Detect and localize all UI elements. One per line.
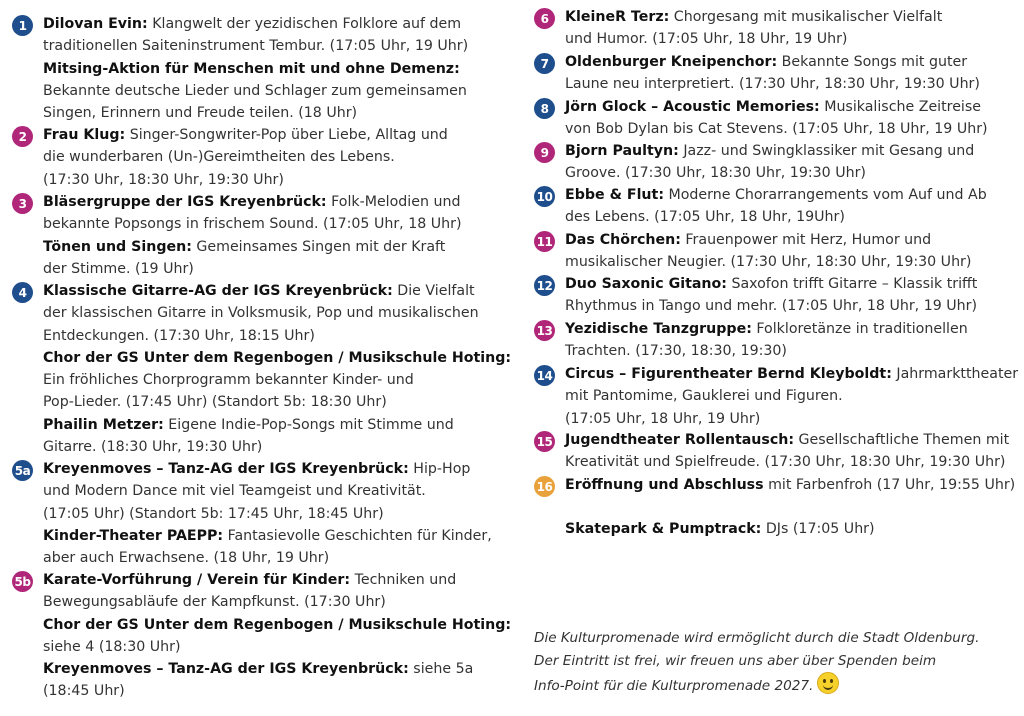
entry-text: Moderne Chorarrangements vom Auf und Ab (664, 187, 987, 203)
entry-text: Gitarre. (18:30 Uhr, 19:30 Uhr) (43, 439, 263, 456)
entry-title: Mitsing-Aktion für Menschen mit und ohne Demenz: (43, 60, 460, 77)
entry-text: musikalischer Neugier. (17:30 Uhr, 18:30 Uhr, 19:30 Uhr) (565, 254, 972, 271)
entry-text: mit Farbenfroh (17 Uhr, 19:55 Uhr) (763, 477, 1016, 493)
entry-text: Bewegungsabläufe der Kampfkunst. (17:30 Uhr) (43, 594, 386, 611)
entry-title: Jörn Glock – Acoustic Memories: (565, 99, 820, 115)
entry-text: Ein fröhliches Chorprogramm bekannter Kinder- und (43, 372, 414, 389)
entry-text: aber auch Erwachsene. (18 Uhr, 19 Uhr) (43, 550, 330, 567)
entry-title: Frau Klug: (43, 127, 126, 143)
number-badge: 11 (534, 231, 555, 252)
entry-text: (18:45 Uhr) (43, 683, 125, 700)
entry-text: siehe 4 (18:30 Uhr) (43, 638, 181, 655)
number-badge: 13 (534, 320, 555, 341)
entry-text: Chorgesang mit musikalischer Vielfalt (669, 9, 943, 25)
entry-text: Jahrmarkttheater (891, 366, 1019, 382)
sponsor-note-line: Die Kulturpromenade wird ermöglicht durch die Stadt Oldenburg. (534, 630, 980, 646)
entry-title: Skatepark & Pumptrack: (565, 521, 762, 537)
entry-text: Singen, Erinnern und Freude teilen. (18 Uhr) (43, 105, 358, 122)
entry-text: Gesellschaftliche Themen mit (794, 432, 1010, 448)
number-badge: 7 (534, 53, 555, 74)
entry-title: Chor der GS Unter dem Regenbogen / Musikschule Hoting: (43, 616, 512, 633)
entry-title: Chor der GS Unter dem Regenbogen / Musikschule Hoting: (43, 349, 512, 366)
entry-text: bekannte Popsongs in frischem Sound. (17:05 Uhr, 18 Uhr) (43, 216, 462, 233)
sponsor-note (534, 627, 1004, 698)
number-badge: 5a (12, 460, 33, 481)
entry-text: Folkloretänze in traditionellen (751, 321, 968, 337)
entry-text: Musikalische Zeitreise (819, 99, 981, 115)
entry-text: Folk-Melodien und (326, 194, 461, 210)
entry-title: Circus – Figurentheater Bernd Kleyboldt: (565, 366, 892, 382)
entry-title: Jugendtheater Rollentausch: (565, 432, 795, 448)
entry-title: Kreyenmoves – Tanz-AG der IGS Kreyenbrück: (43, 661, 409, 678)
entry-text: des Lebens. (17:05 Uhr, 18 Uhr, 19Uhr) (565, 209, 845, 226)
entry-title: Duo Saxonic Gitano: (565, 276, 727, 292)
number-badge: 16 (534, 476, 555, 497)
number-badge: 4 (12, 282, 33, 303)
entry-title: Das Chörchen: (565, 232, 681, 248)
entry-text: Bekannte Songs mit guter (777, 54, 968, 70)
entry-text: Groove. (17:30 Uhr, 18:30 Uhr, 19:30 Uhr) (565, 165, 866, 182)
entry-title: Dilovan Evin: (43, 16, 148, 32)
number-badge: 2 (12, 126, 33, 147)
number-badge: 15 (534, 431, 555, 452)
entry-text: Entdeckungen. (17:30 Uhr, 18:15 Uhr) (43, 327, 315, 344)
entry-text: Gemeinsames Singen mit der Kraft (191, 238, 446, 255)
entry-title: KleineR Terz: (565, 9, 670, 25)
number-badge: 1 (12, 15, 33, 36)
entry-text: Kreativität und Spielfreude. (17:30 Uhr, 18:30 Uhr, 19:30 Uhr) (565, 454, 1006, 471)
entry-text: Eigene Indie-Pop-Songs mit Stimme und (163, 416, 454, 433)
entry-title: Phailin Metzer: (43, 416, 164, 433)
sponsor-note-line: Info-Point für die Kulturpromenade 2027. (534, 678, 814, 694)
entry-text: (17:30 Uhr, 18:30 Uhr, 19:30 Uhr) (43, 171, 284, 188)
entry-text: und Modern Dance mit viel Teamgeist und Kreativität. (43, 483, 426, 500)
entry-text: Saxofon trifft Gitarre – Klassik trifft (726, 276, 978, 292)
entry-text: der Stimme. (19 Uhr) (43, 260, 194, 277)
entry-title: Oldenburger Kneipenchor: (565, 54, 778, 70)
entry-text: DJs (17:05 Uhr) (761, 521, 875, 537)
entry-text: Hip-Hop (408, 461, 471, 477)
entry-text: Trachten. (17:30, 18:30, 19:30) (565, 343, 787, 360)
entry-title: Ebbe & Flut: (565, 187, 664, 203)
entry-text: Frauenpower mit Herz, Humor und (680, 232, 932, 248)
entry-title: Klassische Gitarre-AG der IGS Kreyenbrück: (43, 283, 393, 299)
entry-text: Rhythmus in Tango und mehr. (17:05 Uhr, 18 Uhr, 19 Uhr) (565, 298, 978, 315)
number-badge: 12 (534, 275, 555, 296)
entry-text: Techniken und (350, 572, 457, 588)
entry-text: Bekannte deutsche Lieder und Schlager zum gemeinsamen (43, 82, 467, 99)
entry-text: Klangwelt der yezidischen Folklore auf dem (147, 16, 462, 32)
number-badge: 5b (12, 571, 33, 592)
entry-title: Kinder-Theater PAEPP: (43, 527, 224, 544)
entry-text: Singer-Songwriter-Pop über Liebe, Alltag und (125, 127, 448, 143)
entry-title: Yezidische Tanzgruppe: (565, 321, 752, 337)
number-badge: 10 (534, 186, 555, 207)
number-badge: 8 (534, 98, 555, 119)
entry-title: Karate-Vorführung / Verein für Kinder: (43, 572, 351, 588)
entry-text: traditionellen Saiteninstrument Tembur. (17:05 Uhr, 19 Uhr) (43, 38, 469, 55)
entry-text: Laune neu interpretiert. (17:30 Uhr, 18:30 Uhr, 19:30 Uhr) (565, 76, 980, 93)
number-badge: 9 (534, 142, 555, 163)
entry-text: Pop-Lieder. (17:45 Uhr) (Standort 5b: 18:30 Uhr) (43, 394, 387, 411)
number-badge: 3 (12, 193, 33, 214)
entry-text: mit Pantomime, Gauklerei und Figuren. (565, 388, 843, 405)
entry-text: (17:05 Uhr) (Standort 5b: 17:45 Uhr, 18:45 Uhr) (43, 505, 384, 522)
sponsor-note-line: Der Eintritt ist frei, wir freuen uns aber über Spenden beim (534, 652, 937, 669)
entry-text: der klassischen Gitarre in Volksmusik, Pop und musikalischen (43, 305, 479, 322)
number-badge: 6 (534, 8, 555, 29)
entry-text: siehe 5a (408, 661, 474, 678)
smiley-icon (817, 672, 839, 694)
entry-text: Fantasievolle Geschichten für Kinder, (223, 527, 492, 544)
number-badge: 14 (534, 365, 555, 386)
entry-title: Kreyenmoves – Tanz-AG der IGS Kreyenbrück: (43, 461, 409, 477)
entry-title: Tönen und Singen: (43, 238, 192, 255)
entry-text: Jazz- und Swingklassiker mit Gesang und (678, 143, 975, 159)
entry-text: (17:05 Uhr, 18 Uhr, 19 Uhr) (565, 410, 761, 427)
entry-text: und Humor. (17:05 Uhr, 18 Uhr, 19 Uhr) (565, 31, 848, 48)
entry-text: von Bob Dylan bis Cat Stevens. (17:05 Uhr, 18 Uhr, 19 Uhr) (565, 121, 988, 138)
entry-title: Eröffnung und Abschluss (565, 477, 764, 493)
entry-title: Bjorn Paultyn: (565, 143, 679, 159)
entry-text: die wunderbaren (Un-)Gereimtheiten des Lebens. (43, 149, 395, 166)
entry-text: Die Vielfalt (392, 283, 475, 299)
entry-title: Bläsergruppe der IGS Kreyenbrück: (43, 194, 327, 210)
